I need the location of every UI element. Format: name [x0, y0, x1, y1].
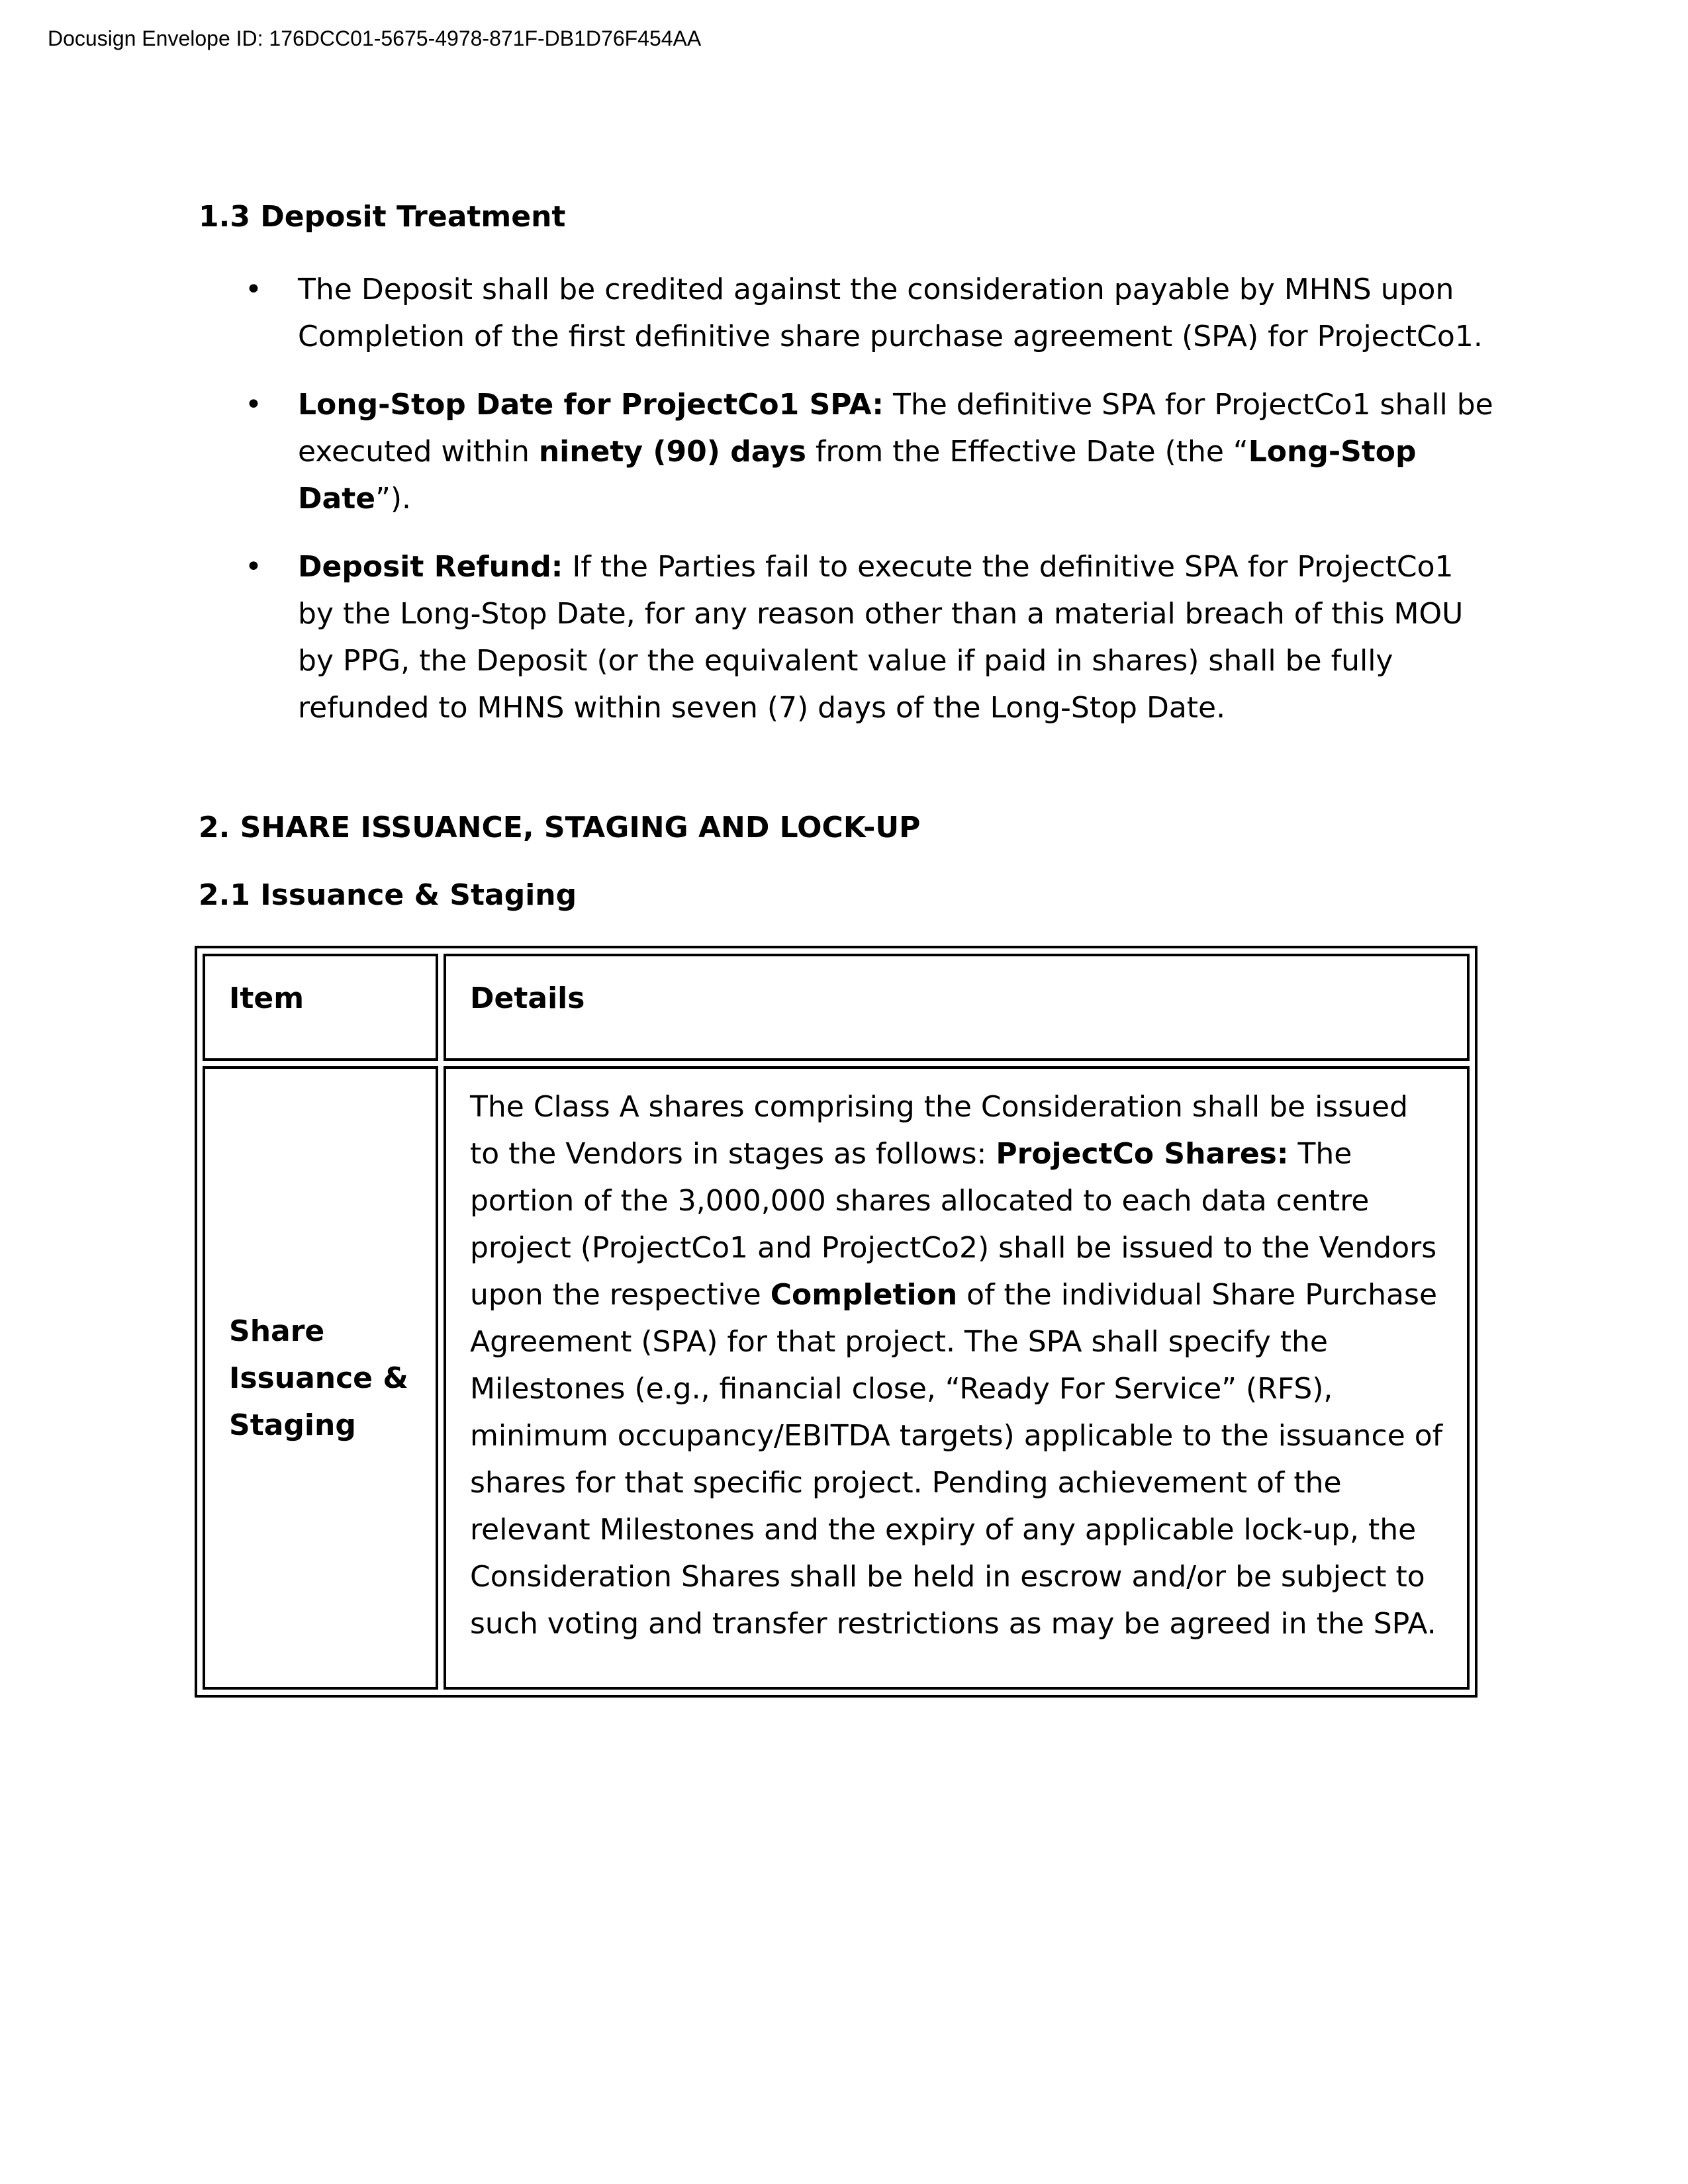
- table-header-row: [203, 954, 1470, 1061]
- bullet-icon: •: [245, 550, 262, 584]
- bullet-text: ”).: [375, 482, 412, 516]
- bullet-text: The definitive SPA for ProjectCo1 shall be executed within: [298, 388, 1493, 469]
- section-heading-2: 2. SHARE ISSUANCE, STAGING AND LOCK-UP: [199, 811, 921, 844]
- bullet-lead: Long-Stop Date for ProjectCo1 SPA:: [298, 388, 884, 422]
- table-cell-item: Share Issuance & Staging: [203, 1066, 438, 1690]
- bullet-text: If the Parties fail to execute the definitive SPA for ProjectCo1 by the Long-Stop Date, for any reason other than a material breach of this MOU by PPG, the Deposit (or the equivalent value if paid in shares) shall be fully refunded to MHNS within seven (7) days of the Long-Stop Date.: [298, 550, 1464, 725]
- details-emphasis: Completion: [770, 1278, 958, 1312]
- table-row: [203, 1066, 1470, 1690]
- section-heading-2-1: 2.1 Issuance & Staging: [199, 878, 577, 912]
- list-item: [199, 266, 1496, 360]
- bullet-icon: •: [245, 273, 262, 306]
- document-body: [199, 199, 1496, 1698]
- section-heading-1-3: 1.3 Deposit Treatment: [199, 200, 566, 234]
- bullet-text: The Deposit shall be credited against the consideration payable by MHNS upon Completion of the first definitive share purchase agreement (SPA) for ProjectCo1.: [298, 273, 1483, 353]
- bullet-icon: •: [245, 388, 262, 422]
- bullet-emphasis: Long-Stop Date: [298, 435, 1417, 516]
- bullet-emphasis: ninety (90) days: [538, 435, 806, 469]
- details-text: The Class A shares comprising the Consideration shall be issued to the Vendors in stages as follows:: [470, 1090, 1409, 1171]
- table-header-item: Item: [203, 954, 438, 1061]
- list-item: [199, 543, 1496, 731]
- bullet-lead: Deposit Refund:: [298, 550, 563, 584]
- envelope-id: Docusign Envelope ID: 176DCC01-5675-4978-871F-DB1D76F454AA: [48, 26, 702, 50]
- deposit-bullet-list: [199, 266, 1496, 731]
- details-emphasis: ProjectCo Shares:: [996, 1137, 1289, 1171]
- details-text: of the individual Share Purchase Agreement (SPA) for that project. The SPA shall specify the Milestones (e.g., financial close, “Ready For Service” (RFS), minimum occupancy/EBITDA targets) applicable to the issuance of shares for that specific project. Pending achievement of the relevant Milestones and the expiry of any applicable lock-up, the Consideration Shares shall be held in escrow and/or be subject to such voting and transfer restrictions as may be agreed in the SPA.: [470, 1278, 1443, 1641]
- details-text: The portion of the 3,000,000 shares allocated to each data centre project (ProjectCo1 and ProjectCo2) shall be issued to the Vendors upon the respective: [470, 1137, 1437, 1312]
- bullet-text: from the Effective Date (the “: [806, 435, 1248, 469]
- list-item: [199, 381, 1496, 522]
- table-cell-details: [444, 1066, 1470, 1690]
- issuance-table: [195, 946, 1477, 1698]
- table-header-details: Details: [444, 954, 1470, 1061]
